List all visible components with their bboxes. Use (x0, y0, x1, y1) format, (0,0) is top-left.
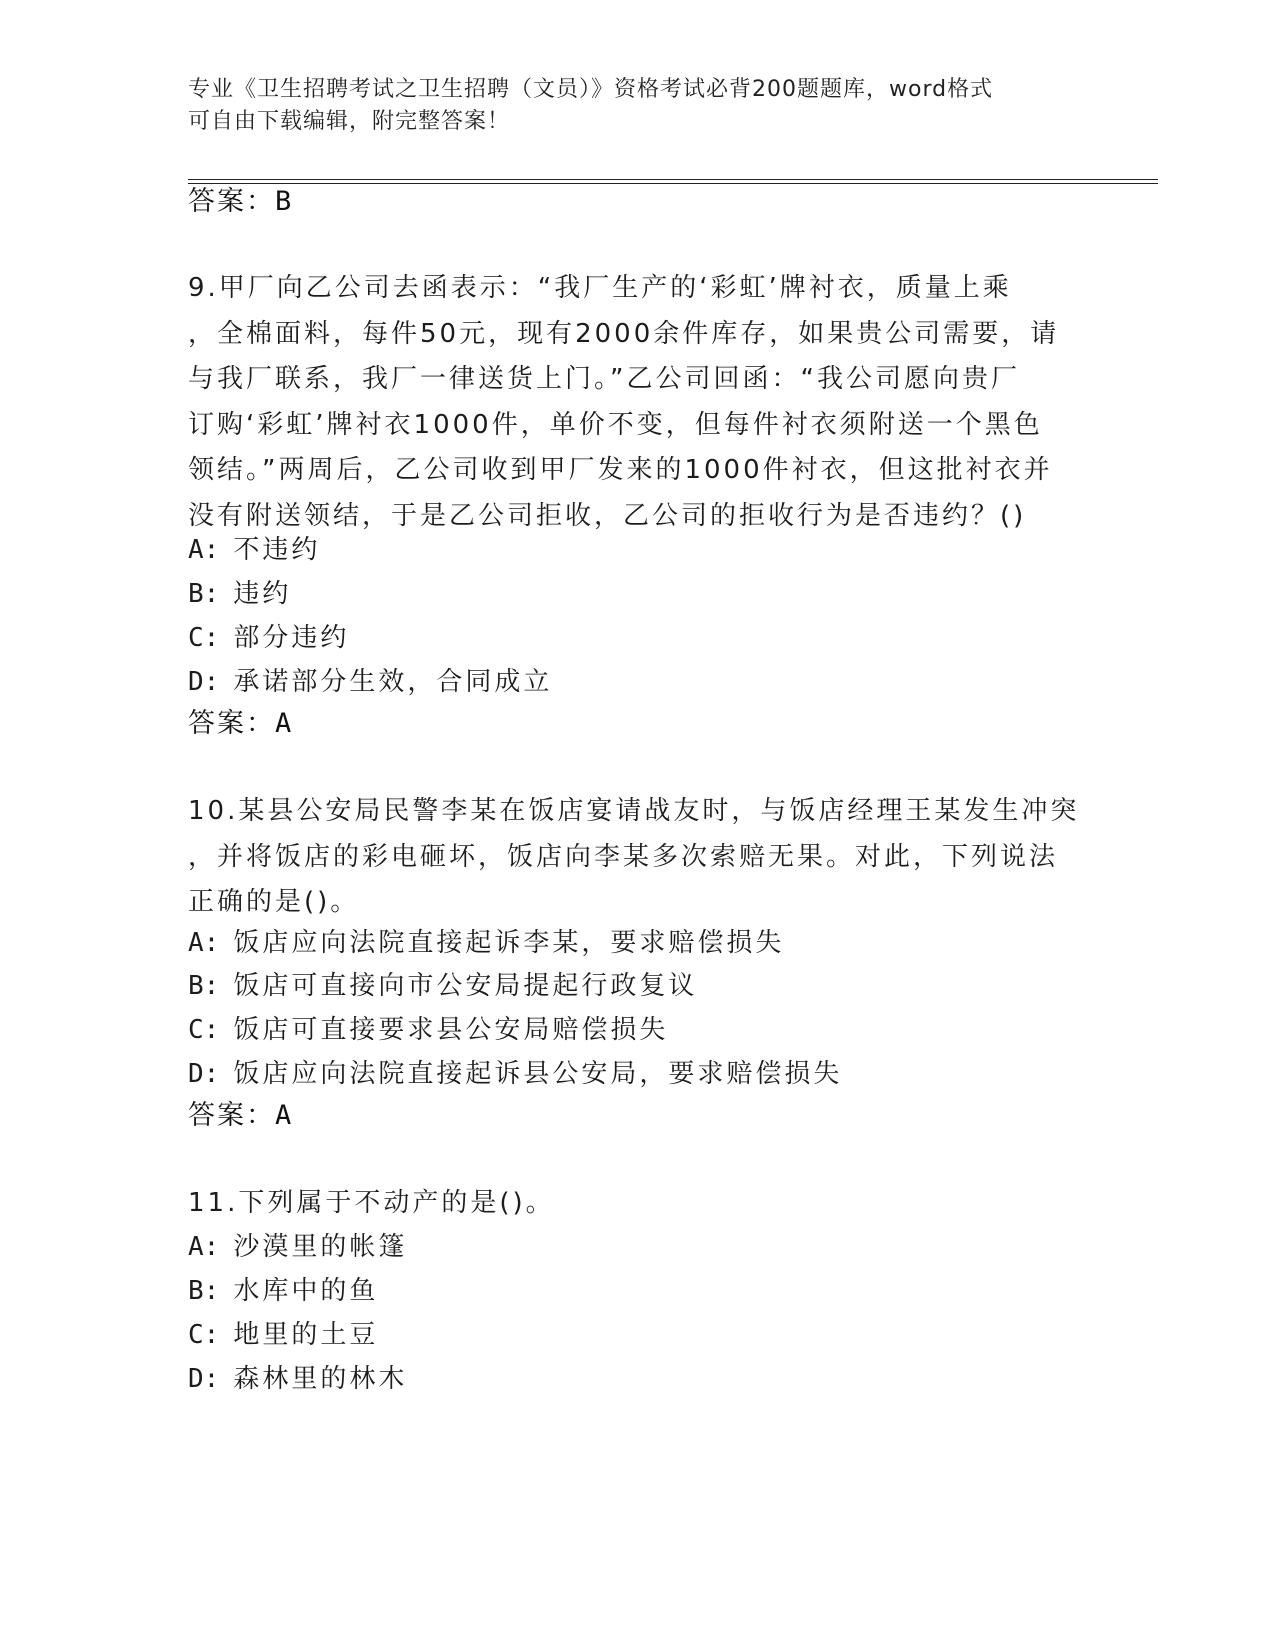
option-d (188, 1361, 407, 1397)
question-line: 领结。”两周后，乙公司收到甲厂发来的1000件衬衣，但这批衬衣并 (188, 455, 1053, 485)
option-text: 水库中的鱼 (233, 1276, 379, 1306)
question-11 (188, 1181, 1088, 1227)
question-9 (188, 266, 1088, 539)
answer-value: B (275, 186, 294, 217)
header-line-1: 专业《卫生招聘考试之卫生招聘（文员）》资格考试必背200题题库，word格式 (188, 77, 994, 102)
option-text: 违约 (233, 579, 292, 609)
option-text: 饭店可直接向市公安局提起行政复议 (233, 971, 698, 1001)
question-line: 与我厂联系，我厂一律送货上门。”乙公司回函：“我公司愿向贵厂 (188, 364, 1020, 394)
header-rule-bottom (188, 183, 1158, 184)
option-a (188, 1229, 407, 1265)
answer-value: A (275, 1100, 294, 1131)
option-key: A: (188, 535, 220, 565)
option-c (188, 1012, 668, 1048)
question-line: 9.甲厂向乙公司去函表示：“我厂生产的‘彩虹’牌衬衣，质量上乘 (188, 273, 1012, 303)
header-rule-top (188, 179, 1158, 180)
answer-label: 答案： (188, 186, 275, 217)
option-text: 饭店可直接要求县公安局赔偿损失 (233, 1015, 669, 1045)
option-a (188, 925, 784, 961)
header-line-2: 可自由下载编辑，附完整答案！ (188, 109, 511, 134)
option-key: C: (188, 1015, 220, 1045)
option-text: 不违约 (233, 535, 321, 565)
option-text: 部分违约 (233, 623, 350, 653)
option-text: 承诺部分生效，合同成立 (233, 667, 553, 697)
option-key: D: (188, 1059, 220, 1089)
option-text: 饭店应向法院直接起诉县公安局，要求赔偿损失 (233, 1059, 843, 1089)
option-key: B: (188, 579, 220, 609)
document-header (188, 74, 1068, 138)
option-key: B: (188, 971, 220, 1001)
answer-previous (188, 184, 293, 220)
option-c (188, 1317, 378, 1353)
question-line: ，并将饭店的彩电砸坏，饭店向李某多次索赔无果。对此，下列说法 (188, 841, 1059, 872)
option-key: A: (188, 928, 220, 958)
question-10 (188, 789, 1088, 926)
option-text: 地里的土豆 (233, 1320, 379, 1350)
question-line: 10.某县公安局民警李某在饭店宴请战友时，与饭店经理王某发生冲突 (188, 796, 1080, 826)
option-key: C: (188, 623, 220, 653)
option-key: D: (188, 667, 220, 697)
answer-9 (188, 706, 293, 742)
option-b (188, 968, 697, 1004)
question-line: 11.下列属于不动产的是()。 (188, 1188, 555, 1218)
option-key: D: (188, 1364, 220, 1394)
option-text: 沙漠里的帐篷 (233, 1232, 408, 1262)
option-text: 饭店应向法院直接起诉李某，要求赔偿损失 (233, 928, 785, 958)
answer-label: 答案： (188, 708, 275, 739)
question-line: 订购‘彩虹’牌衬衣1000件，单价不变，但每件衬衣须附送一个黑色 (188, 409, 1043, 440)
option-key: A: (188, 1232, 220, 1262)
question-line: 正确的是()。 (188, 887, 360, 917)
option-c (188, 620, 349, 656)
option-d (188, 664, 552, 700)
option-b (188, 1273, 378, 1309)
option-b (188, 576, 291, 612)
option-a (188, 532, 320, 568)
option-key: C: (188, 1320, 220, 1350)
answer-label: 答案： (188, 1100, 275, 1131)
question-line: 没有附送领结，于是乙公司拒收，乙公司的拒收行为是否违约？() (188, 500, 1027, 531)
option-key: B: (188, 1276, 220, 1306)
option-text: 森林里的林木 (233, 1364, 408, 1394)
question-line: ，全棉面料，每件50元，现有2000余件库存，如果贵公司需要，请 (188, 318, 1060, 349)
option-d (188, 1056, 842, 1092)
answer-value: A (275, 708, 294, 739)
answer-10 (188, 1098, 293, 1134)
